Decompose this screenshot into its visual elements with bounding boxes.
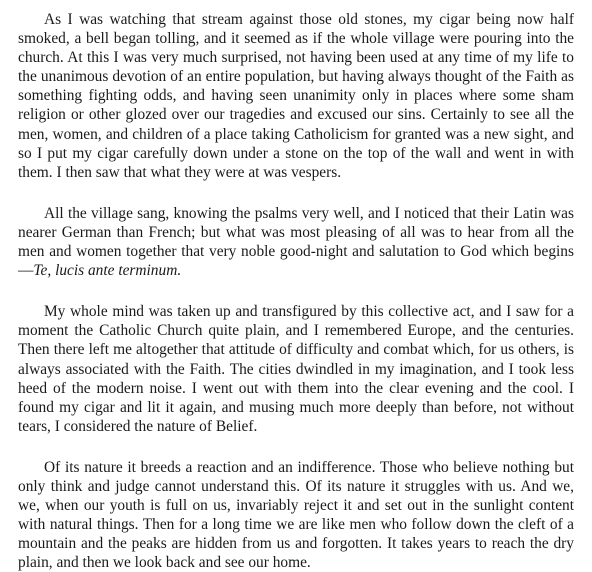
paragraph-4-text: Of its nature it breeds a reaction and an indifference. Those who believe nothing but only think and judge cannot understand this. Of its nature it struggles with us. And we, we, when our youth is full on us, invariably reject it and set out in the sunlight content with natural things. Then for a long time we are like men who follow down the cleft of a mountain and the peaks are hidden from us and forgotten. It takes years to reach the dry plain, and then we look back and see our home. (18, 458, 574, 572)
paragraph-1-text: As I was watching that stream against those old stones, my cigar being now half smoked, a bell began tolling, and it seemed as if the whole village were pouring into the church. At this I was very much surprised, not having been used at any time of my life to the unanimous devotion of an entire population, but having always thought of the Faith as something fighting odds, and having seen unanimity only in places where some sham religion or other glozed over our tragedies and excused our sins. Certainly to see all the men, women, and children of a place taking Catholicism for granted was a new sight, and so I put my cigar carefully down under a stone on the top of the wall and went in with them. I then saw that what they were at was vespers. (18, 11, 574, 181)
paragraph-2-italic-quote: Te, lucis ante terminum. (33, 262, 182, 280)
paragraph-1 (18, 10, 574, 182)
paragraph-3 (18, 302, 574, 436)
paragraph-3-text: My whole mind was taken up and transfigured by this collective act, and I saw for a moment the Catholic Church quite plain, and I remembered Europe, and the centuries. Then there left me altogether that attitude of difficulty and combat which, for us others, is always associated with the Faith. The cities dwindled in my imagination, and I took less heed of the modern noise. I went out with them into the clear evening and the cool. I found my cigar and lit it again, and musing much more deeply than before, not without tears, I considered the nature of Belief. (18, 303, 574, 435)
document-body (18, 10, 574, 572)
paragraph-2 (18, 204, 574, 280)
paragraph-4 (18, 458, 574, 572)
paragraph-2-text: All the village sang, knowing the psalms very well, and I noticed that their Latin was nearer German than French; but what was most pleasing of all was to hear from all the men and women together that very noble good-night and salutation to God which begins— (18, 204, 574, 280)
